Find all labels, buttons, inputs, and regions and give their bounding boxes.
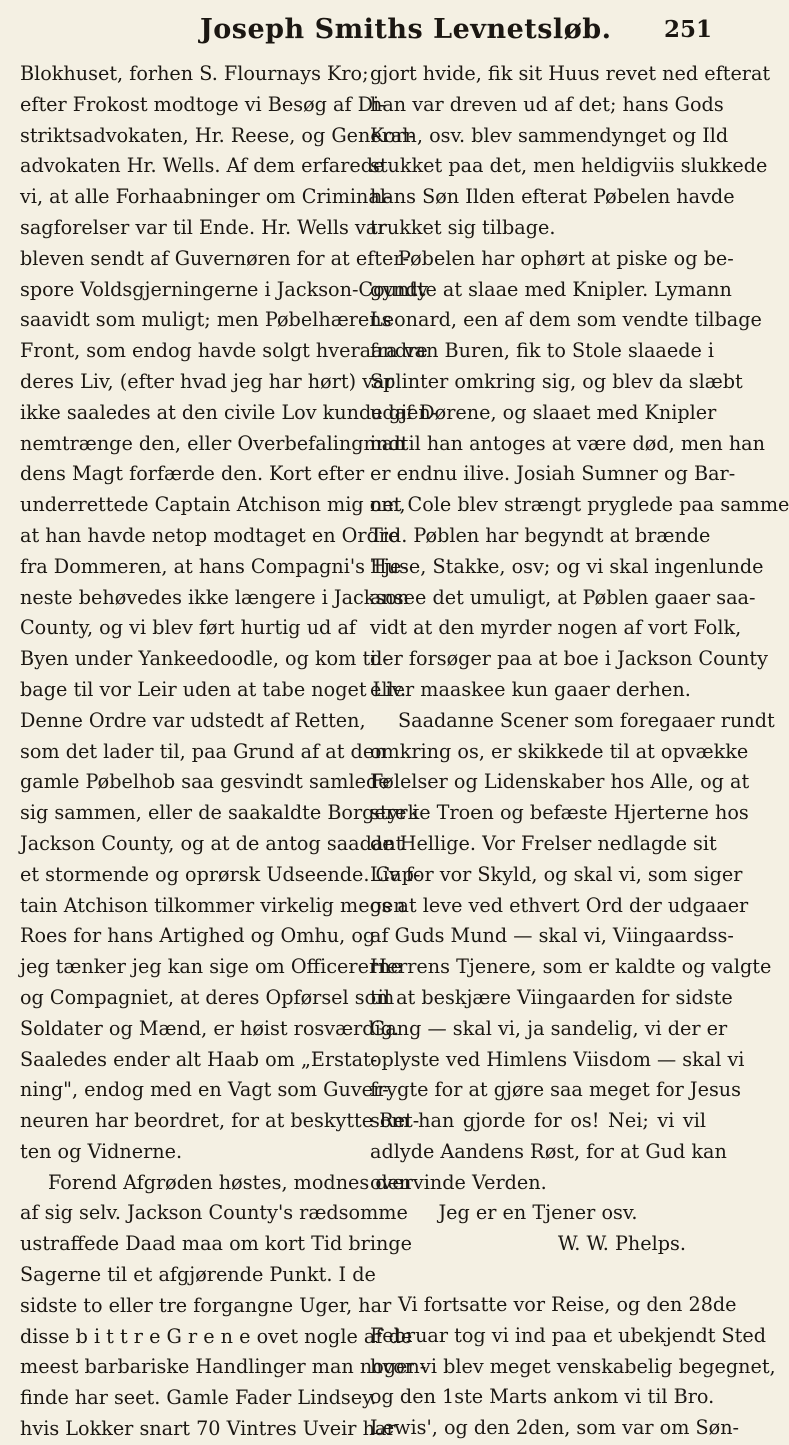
text-line: ten og Vidnerne.: [20, 1139, 183, 1163]
text-line: W. W. Phelps.: [557, 1232, 686, 1256]
text-line: Leonard, een af dem som vendte tilbage: [370, 308, 762, 332]
text-line: hans Søn Ilden efterat Pøbelen havde: [370, 185, 735, 209]
left-text-column: [20, 59, 438, 1445]
text-line: ikke saaledes at den civile Lov kunde gjen-: [20, 400, 438, 424]
text-line: gyndte at slaae med Knipler. Lymann: [370, 277, 732, 301]
text-line: et stormende og oprørsk Udseende. Cap-: [20, 862, 421, 886]
text-line: Februar tog vi ind paa et ubekjendt Sted: [370, 1323, 767, 1347]
text-line: sidste to eller tre forgangne Uger, har: [20, 1293, 392, 1317]
text-line: overvinde Verden.: [370, 1170, 547, 1194]
text-line: hvis Lokker snart 70 Vintres Uveir har: [20, 1417, 396, 1441]
text-line: spore Voldsgjerningerne i Jackson-County: [20, 277, 428, 301]
text-line: og den 1ste Marts ankom vi til Bro.: [370, 1385, 715, 1409]
running-header: [20, 10, 728, 50]
text-line: striktsadvokaten, Hr. Reese, og General-: [20, 123, 415, 147]
text-line: ustraffede Daad maa om kort Tid bringe: [20, 1232, 412, 1256]
text-line: gjort hvide, fik sit Huus revet ned efterat: [370, 62, 771, 85]
text-line: stukket paa det, men heldigviis slukkede: [370, 154, 768, 178]
text-line: vi, at alle Forhaabninger om Criminal-: [20, 185, 393, 209]
text-line: Huse, Stakke, osv; og vi skal ingenlunde: [370, 554, 764, 578]
text-line: Gang — skal vi, ja sandelig, vi der er: [370, 1016, 728, 1040]
text-line: indtil han antoges at være død, men han: [370, 431, 765, 455]
text-line: sagforelser var til Ende. Hr. Wells var: [20, 215, 387, 239]
text-line: Denne Ordre var udstedt af Retten,: [20, 708, 366, 732]
text-line: ansee det umuligt, at Pøblen gaaer saa-: [370, 585, 756, 609]
text-line: Herrens Tjenere, som er kaldte og valgte: [370, 955, 772, 979]
text-line: de Hellige. Vor Frelser nedlagde sit: [370, 831, 717, 855]
text-line: efter Frokost modtoge vi Besøg af Di-: [20, 92, 386, 116]
text-line: Jackson County, og at de antog saadant: [20, 831, 404, 855]
text-line: at han havde netop modtaget en Ordre: [20, 523, 400, 547]
text-line: til at beskjære Viingaarden for sidste: [370, 985, 733, 1009]
text-line: der forsøger paa at boe i Jackson County: [370, 647, 768, 671]
text-line: deres Liv, (efter hvad jeg har hørt) var: [20, 369, 394, 393]
text-line: fra van Buren, fik to Stole slaaede i: [370, 339, 715, 363]
text-line: Front, som endog havde solgt hveraandre: [20, 339, 428, 363]
text-line: adlyde Aandens Røst, for at Gud kan: [370, 1139, 727, 1163]
text-line: Saaledes ender alt Haab om „Erstat-: [20, 1047, 378, 1071]
right-text-column: [370, 59, 789, 1444]
text-line: Korn, osv. blev sammendynget og Ild: [370, 123, 729, 147]
page-number: 251: [663, 16, 712, 43]
text-line: Forend Afgrøden høstes, modnes den: [48, 1170, 412, 1194]
text-line: meest barbariske Handlinger man nogen-: [20, 1355, 427, 1379]
text-line: nemtrænge den, eller Overbefalingman: [20, 431, 406, 455]
text-line: oplyste ved Himlens Viisdom — skal vi: [370, 1047, 745, 1071]
text-line: som han gjorde for os! Nei; vi vil: [370, 1109, 706, 1133]
text-line: bage til vor Leir uden at tabe noget Liv.: [20, 677, 407, 701]
text-line: Blokhuset, forhen S. Flournays Kro;: [20, 62, 369, 85]
text-line: disse b i t t r e G r e n e ovet nogle af de: [20, 1324, 413, 1348]
text-line: Splinter omkring sig, og blev da slæbt: [370, 369, 743, 393]
text-line: neste behøvedes ikke længere i Jackson: [20, 585, 410, 609]
text-line: vidt at den myrder nogen af vort Folk,: [370, 616, 742, 640]
text-line: Jeg er en Tjener osv.: [438, 1201, 638, 1225]
text-line: Soldater og Mænd, er høist rosværdig.: [20, 1016, 400, 1040]
text-line: og Compagniet, at deres Opførsel som: [20, 985, 395, 1009]
text-line: saavidt som muligt; men Pøbelhærens: [20, 308, 392, 332]
text-line: Pøbelen har ophørt at piske og be-: [398, 246, 734, 270]
text-line: Sagerne til et afgjørende Punkt. I de: [20, 1263, 376, 1287]
text-line: omkring os, er skikkede til at opvække: [370, 739, 749, 763]
text-line: han var dreven ud af det; hans Gods: [370, 92, 724, 116]
text-line: sig sammen, eller de saakaldte Borgere i: [20, 801, 419, 825]
text-line: finde har seet. Gamle Fader Lindsey.: [20, 1386, 377, 1410]
text-line: eller maaskee kun gaaer derhen.: [370, 677, 691, 701]
text-line: neuren har beordret, for at beskytte Ret-: [20, 1109, 420, 1133]
text-line: Roes for hans Artighed og Omhu, og: [20, 924, 376, 948]
text-line: frygte for at gjøre saa meget for Jesus: [370, 1078, 741, 1102]
text-line: gamle Pøbelhob saa gesvindt samlede: [20, 770, 390, 794]
text-line: Liv for vor Skyld, og skal vi, som siger: [370, 862, 743, 886]
text-line: jeg tænker jeg kan sige om Officererne: [20, 955, 402, 979]
text-line: Følelser og Lidenskaber hos Alle, og at: [370, 770, 750, 794]
text-line: af Guds Mund — skal vi, Viingaardss-: [370, 924, 734, 948]
text-line: fra Dommeren, at hans Compagni's Tje-: [20, 554, 408, 578]
text-line: trukket sig tilbage.: [370, 215, 556, 239]
running-title: Joseph Smiths Levnetsløb.: [200, 14, 612, 45]
text-line: os at leve ved ethvert Ord der udgaaer: [370, 893, 749, 917]
text-line: ning", endog med en Vagt som Guver-: [20, 1078, 389, 1102]
text-line: styrke Troen og befæste Hjerterne hos: [370, 801, 749, 825]
text-line: bleven sendt af Guvernøren for at efter-: [20, 246, 410, 270]
text-line: Vi fortsatte vor Reise, og den 28de: [398, 1293, 737, 1317]
text-line: tain Atchison tilkommer virkelig megen: [20, 893, 406, 917]
text-line: er endnu ilive. Josiah Sumner og Bar-: [370, 462, 736, 486]
text-line: advokaten Hr. Wells. Af dem erfarede: [20, 154, 385, 178]
text-line: net Cole blev strængt pryglede paa samme: [370, 493, 789, 517]
text-line: Tid. Pøblen har begyndt at brænde: [370, 523, 711, 547]
text-line: County, og vi blev ført hurtig ud af: [20, 616, 356, 640]
text-line: dens Magt forfærde den. Kort efter: [20, 462, 365, 486]
text-line: af sig selv. Jackson County's rædsomme: [20, 1201, 408, 1225]
text-line: hvor vi blev meget venskabelig begegnet,: [370, 1354, 776, 1378]
text-line: som det lader til, paa Grund af at den: [20, 739, 387, 763]
text-line: underrettede Captain Atchison mig om,: [20, 493, 406, 517]
text-line: Lewis', og den 2den, som var om Søn-: [370, 1416, 740, 1440]
text-line: Saadanne Scener som foregaaer rundt: [398, 708, 775, 732]
text-line: Byen under Yankeedoodle, og kom til-: [20, 647, 389, 671]
text-line: udaf Dørene, og slaaet med Knipler: [370, 400, 717, 424]
